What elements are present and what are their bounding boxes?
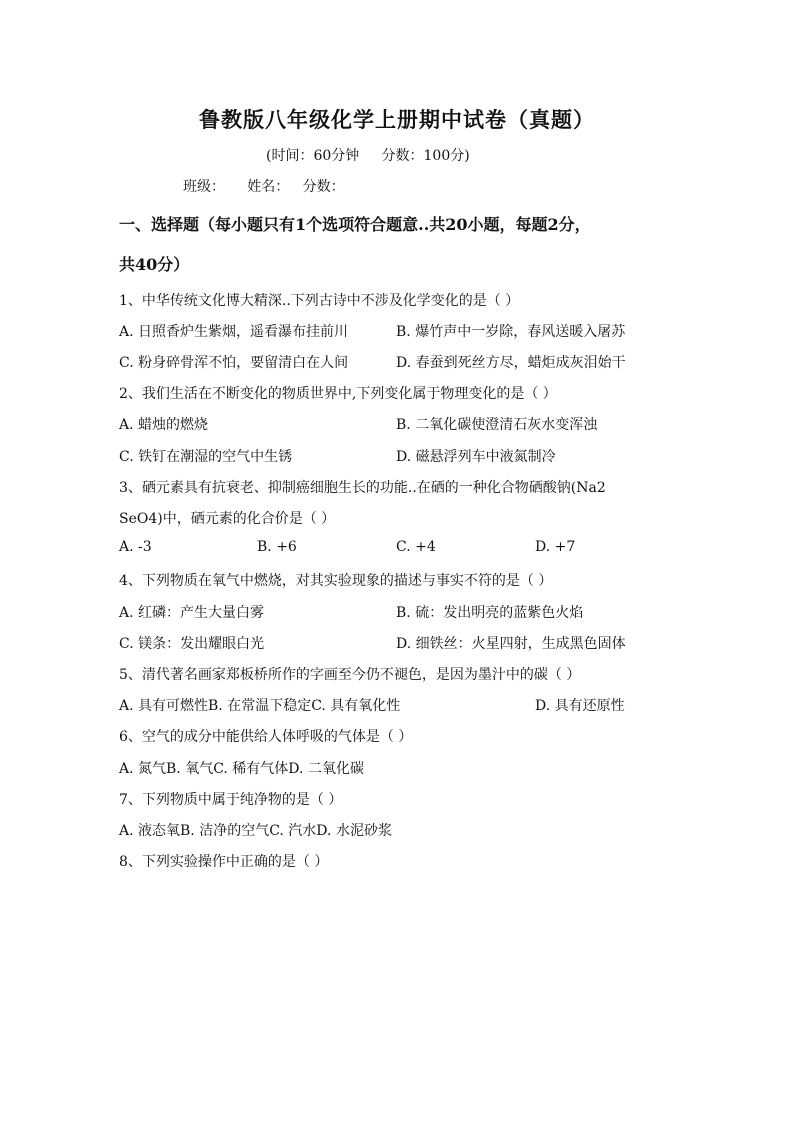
question-4-option-b: B. 硫：发出明亮的蓝紫色火焰 [396,605,584,621]
question-4-stem: 4、下列物质在氧气中燃烧，对其实验现象的描述与事实不符的是（ ） [119,573,553,589]
question-2-option-c: C. 铁钉在潮湿的空气中生锈 [119,449,293,465]
exam-time-score: (时间：60分钟 分数：100分) [266,148,470,164]
question-8-stem: 8、下列实验操作中正确的是（ ） [119,854,329,870]
question-3-stem-line2: SeO4)中，硒元素的化合价是（ ） [119,511,336,527]
question-3-option-a: A. -3 [119,539,152,555]
question-2-option-b: B. 二氧化碳使澄清石灰水变浑浊 [396,417,598,433]
question-1-option-c: C. 粉身碎骨浑不怕，要留清白在人间 [119,355,349,371]
question-1-option-a: A. 日照香炉生紫烟，遥看瀑布挂前川 [119,324,349,340]
question-2-stem: 2、我们生活在不断变化的物质世界中,下列变化属于物理变化的是（ ） [119,386,557,402]
question-5-stem: 5、清代著名画家郑板桥所作的字画至今仍不褪色，是因为墨汁中的碳（ ） [119,667,581,683]
question-7-stem: 7、下列物质中属于纯净物的是（ ） [119,792,343,808]
question-1-stem: 1、中华传统文化博大精深..下列古诗中不涉及化学变化的是（ ） [119,293,520,309]
question-6-options: A. 氮气B. 氧气C. 稀有气体D. 二氧化碳 [119,761,364,777]
page-title: 鲁教版八年级化学上册期中试卷（真题） [199,107,595,132]
question-1-option-b: B. 爆竹声中一岁除，春风送暖入屠苏 [396,324,626,340]
student-info-line: 班级： 姓名： 分数： [183,179,345,195]
question-2-option-a: A. 蜡烛的燃烧 [119,417,209,433]
section-heading-line2: 共40分） [119,255,190,274]
question-3-option-d: D. +7 [535,539,576,555]
question-3-option-b: B. +6 [257,539,297,555]
question-3-option-c: C. +4 [396,539,436,555]
question-4-option-d: D. 细铁丝：火星四射，生成黑色固体 [396,636,626,652]
question-5-option-d: D. 具有还原性 [535,698,625,714]
question-6-stem: 6、空气的成分中能供给人体呼吸的气体是（ ） [119,729,413,745]
question-4-option-c: C. 镁条：发出耀眼白光 [119,636,265,652]
question-4-option-a: A. 红磷：产生大量白雾 [119,605,265,621]
question-1-option-d: D. 春蚕到死丝方尽，蜡炬成灰泪始干 [396,355,626,371]
question-2-option-d: D. 磁悬浮列车中液氮制冷 [396,449,556,465]
section-heading-line1: 一、选择题（每小题只有1个选项符合题意..共20小题，每题2分， [119,215,591,234]
question-5-options-abc: A. 具有可燃性B. 在常温下稳定C. 具有氧化性 [119,698,401,714]
question-7-options: A. 液态氧B. 洁净的空气C. 汽水D. 水泥砂浆 [119,823,392,839]
question-3-stem-line1: 3、硒元素具有抗衰老、抑制癌细胞生长的功能..在硒的一种化合物硒酸钠(Na2 [119,480,606,496]
